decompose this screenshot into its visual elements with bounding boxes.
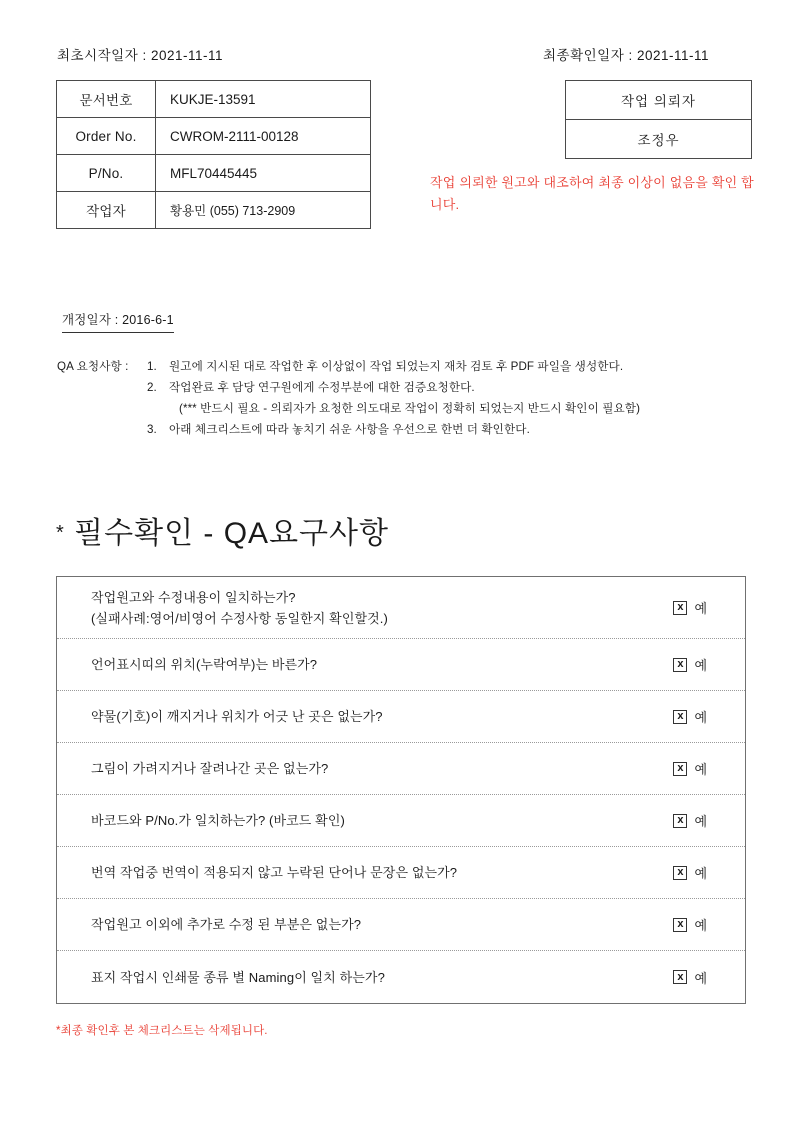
list-item[interactable] [57, 951, 745, 1003]
info-value-order-no: CWROM-2111-00128 [156, 118, 371, 155]
checklist-text [91, 758, 328, 779]
answer-label: 예 [694, 918, 707, 933]
qa-request-label: QA 요청사항 : [57, 360, 129, 373]
checkbox-yes[interactable]: x [673, 970, 687, 984]
checklist-item-label: 바코드와 P/No.가 일치하는가? (바코드 확인) [91, 813, 345, 828]
info-value-worker: 황용민 (055) 713-2909 [156, 192, 371, 229]
revision-date-wrap [62, 310, 174, 333]
qa-item-number: 1. [147, 360, 157, 373]
list-item[interactable] [57, 795, 745, 847]
checklist-text [91, 967, 385, 988]
table-row [57, 81, 371, 118]
revision-date: 개정일자 : 2016-6-1 [62, 310, 174, 333]
info-value-doc-no: KUKJE-13591 [156, 81, 371, 118]
answer-label: 예 [694, 601, 707, 616]
checklist-item-label: 언어표시띠의 위치(누락여부)는 바른가? [91, 657, 318, 672]
checklist-item-label: 약물(기호)이 깨지거나 위치가 어긋 난 곳은 없는가? [91, 709, 383, 724]
checklist-item-label: 표지 작업시 인쇄물 종류 별 Naming이 일치 하는가? [91, 969, 385, 985]
checklist-text [91, 810, 345, 831]
answer-label: 예 [694, 658, 707, 673]
final-date-label: 최종확인일자 : 2021-11-11 [543, 48, 710, 63]
table-row [57, 155, 371, 192]
table-row [57, 118, 371, 155]
table-row [57, 192, 371, 229]
list-item[interactable] [57, 847, 745, 899]
answer-label: 예 [694, 970, 707, 986]
checkbox-yes[interactable]: x [673, 814, 687, 828]
approver-name: 조정우 [566, 120, 752, 159]
checkbox-yes[interactable]: x [673, 658, 687, 672]
answer-group[interactable] [673, 655, 727, 674]
page-title-text: 필수확인 - QA요구사항 [74, 517, 389, 550]
confirmation-note: 작업 의뢰한 원고와 대조하여 최종 이상이 없음을 확인 합니다. [430, 175, 754, 212]
list-item [147, 419, 757, 440]
checklist-text [91, 706, 383, 727]
approver-title: 작업 의뢰자 [566, 81, 752, 120]
asterisk-icon: * [56, 522, 65, 544]
answer-group[interactable] [673, 707, 727, 726]
checklist-item-sublabel: (실패사례:영어/비영어 수정사항 동일한지 확인할것.) [91, 610, 388, 626]
checklist-text [91, 587, 388, 629]
answer-group[interactable] [673, 759, 727, 778]
checklist-text [91, 654, 317, 675]
answer-group[interactable] [673, 915, 727, 934]
answer-label: 예 [694, 762, 707, 777]
qa-item-text: 작업완료 후 담당 연구원에게 수정부분에 대한 검증요청한다. [169, 381, 475, 394]
page-title [56, 508, 389, 552]
qa-item-text: 아래 체크리스트에 따라 놓치기 쉬운 사항을 우선으로 한번 더 확인한다. [169, 423, 530, 436]
answer-label: 예 [694, 814, 707, 829]
qa-item-subtext: (*** 반드시 필요 - 의뢰자가 요청한 의도대로 작업이 정확히 되었는지 반드시 확인이 필요함) [179, 402, 641, 415]
answer-label: 예 [694, 866, 707, 881]
footer-note: *최종 확인후 본 체크리스트는 삭제됩니다. [56, 1025, 268, 1037]
checkbox-yes[interactable]: x [673, 866, 687, 880]
qa-item-text: 원고에 지시된 대로 작업한 후 이상없이 작업 되었는지 재차 검토 후 PDF 파일을 생성한다. [169, 360, 624, 373]
qa-item-number: 3. [147, 423, 157, 436]
checklist-item-label: 작업원고와 수정내용이 일치하는가? [91, 589, 296, 605]
info-value-p-no: MFL70445445 [156, 155, 371, 192]
qa-request-list [57, 356, 757, 440]
answer-group[interactable] [673, 811, 727, 830]
list-item[interactable] [57, 743, 745, 795]
list-item[interactable] [57, 899, 745, 951]
info-label-p-no: P/No. [57, 155, 156, 192]
answer-group[interactable] [673, 598, 727, 617]
checklist-item-label: 그림이 가려지거나 잘려나간 곳은 없는가? [91, 761, 329, 776]
document-info-table [56, 80, 371, 229]
checkbox-yes[interactable]: x [673, 710, 687, 724]
qa-checklist [56, 576, 746, 1004]
checkbox-yes[interactable]: x [673, 918, 687, 932]
info-label-order-no: Order No. [57, 118, 156, 155]
checklist-text [91, 914, 361, 935]
checklist-text [91, 862, 457, 883]
answer-group[interactable] [673, 863, 727, 882]
approver-box [565, 80, 752, 159]
list-item[interactable] [57, 691, 745, 743]
list-item[interactable] [57, 577, 745, 639]
checkbox-yes[interactable]: x [673, 601, 687, 615]
checklist-item-label: 번역 작업중 번역이 적용되지 않고 누락된 단어나 문장은 없는가? [91, 865, 458, 880]
qa-request-block [57, 356, 757, 440]
start-date-label: 최초시작일자 : 2021-11-11 [57, 48, 224, 63]
answer-label: 예 [694, 710, 707, 725]
table-row [566, 81, 752, 120]
list-item[interactable] [57, 639, 745, 691]
table-row [566, 120, 752, 159]
list-item [147, 377, 757, 419]
checkbox-yes[interactable]: x [673, 762, 687, 776]
qa-item-number: 2. [147, 381, 157, 394]
checklist-item-label: 작업원고 이외에 추가로 수정 된 부분은 없는가? [91, 917, 362, 932]
list-item [147, 356, 757, 377]
info-label-worker: 작업자 [57, 192, 156, 229]
answer-group[interactable] [673, 968, 727, 987]
info-label-doc-no: 문서번호 [57, 81, 156, 118]
